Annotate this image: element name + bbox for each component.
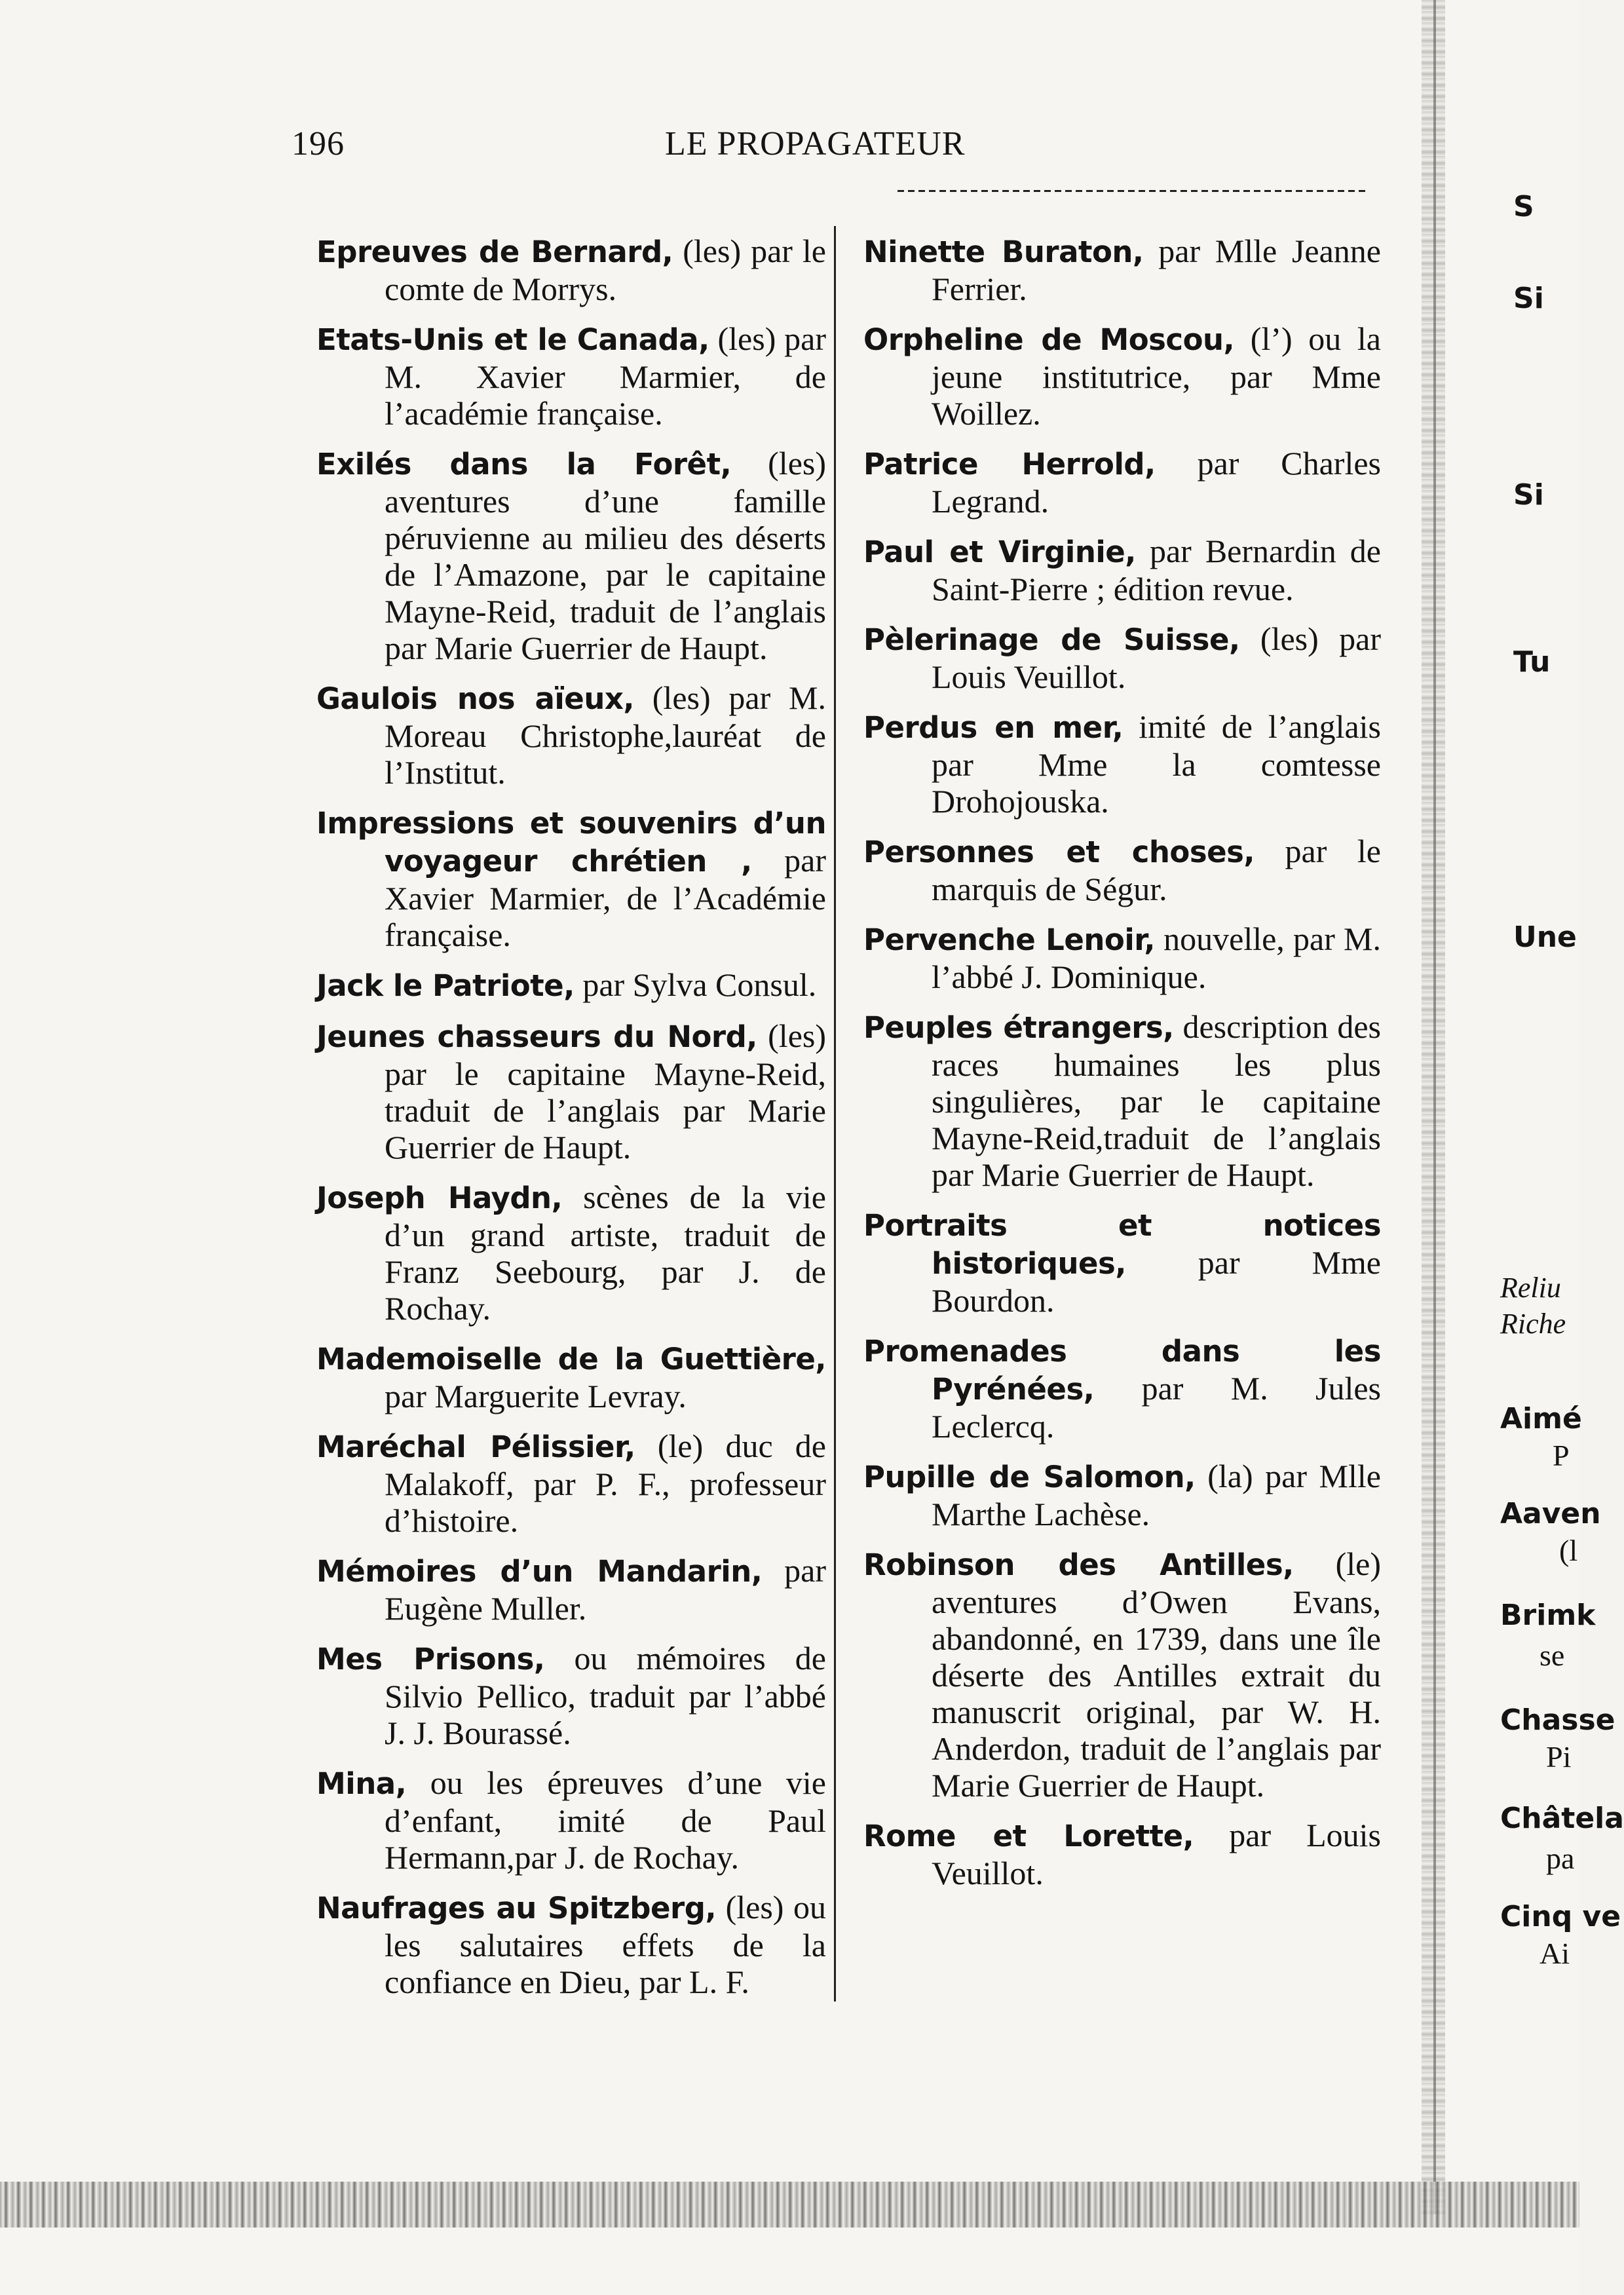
entry-description: par Mlle Jeanne Ferrier. (932, 233, 1381, 307)
margin-fragment: Riche (1500, 1308, 1566, 1340)
margin-fragment: Aimé (1500, 1402, 1582, 1435)
entry-description: par Sylva Consul. (574, 966, 817, 1003)
catalog-entry (316, 445, 826, 666)
catalog-entry (316, 1428, 826, 1539)
catalog-entry (863, 620, 1381, 695)
catalog-entry (316, 1179, 826, 1327)
entry-title: Pupille de Salomon, (863, 1460, 1196, 1494)
catalog-entry (863, 533, 1381, 607)
entry-title: Epreuves de Bernard, (316, 235, 673, 269)
entry-title: Mémoires d’un Mandarin, (316, 1554, 763, 1589)
entry-title: Robinson des Antilles, (863, 1547, 1294, 1582)
entry-title: Impressions et souvenirs d’un voyageur chrétien , (316, 806, 826, 879)
entry-title: Ninette Buraton, (863, 235, 1144, 269)
entry-title: Perdus en mer, (863, 710, 1124, 745)
entry-title: Etats-Unis et le Canada, (316, 322, 709, 357)
catalog-entry (863, 1206, 1381, 1319)
entry-description: (l’) ou la jeune institutrice, par Mme Woillez. (932, 320, 1381, 432)
margin-fragment: Aaven (1500, 1497, 1601, 1530)
margin-fragment: Cinq ve (1500, 1900, 1621, 1933)
catalog-entry (863, 320, 1381, 432)
entry-title: Peuples étrangers, (863, 1010, 1174, 1045)
margin-fragment: S (1513, 190, 1534, 223)
margin-fragment: Brimk (1500, 1599, 1596, 1632)
page-bottom-edge (0, 2182, 1579, 2228)
catalog-entry (863, 1008, 1381, 1193)
entry-description: (les) par M. Moreau Christophe,lauréat de l’Institut. (385, 679, 826, 791)
catalog-entry (863, 920, 1381, 995)
entry-description: (le) duc de Malakoff, par P. F., professeur d’histoire. (385, 1428, 826, 1539)
entry-title: Paul et Virginie, (863, 535, 1136, 569)
right-column (863, 233, 1381, 1905)
entry-description: par Charles Legrand. (932, 445, 1381, 520)
catalog-entry (316, 966, 826, 1004)
catalog-entry (316, 1764, 826, 1876)
margin-fragment: Si (1513, 282, 1544, 315)
catalog-entry (316, 804, 826, 953)
margin-fragment: Pi (1546, 1740, 1572, 1773)
entry-description: par Marguerite Levray. (385, 1378, 687, 1414)
entry-description: par Bernardin de Saint-Pierre ; édition revue. (932, 533, 1381, 607)
entry-description: par M. Jules Leclercq. (932, 1370, 1381, 1445)
entry-title: Maréchal Pélissier, (316, 1430, 635, 1464)
entry-title: Jeunes chasseurs du Nord, (316, 1019, 757, 1054)
margin-fragment: se (1539, 1639, 1565, 1672)
catalog-entry (316, 1889, 826, 2000)
entry-description: (les) ou les salutaires effets de la confiance en Dieu, par L. F. (385, 1889, 826, 2000)
entry-title: Patrice Herrold, (863, 447, 1156, 482)
catalog-entry (316, 1552, 826, 1627)
catalog-entry (863, 233, 1381, 307)
page-header (292, 124, 1405, 170)
entry-title: Joseph Haydn, (316, 1181, 563, 1215)
entry-description: scènes de la vie d’un grand artiste, traduit de Franz Seebourg, par J. de Rochay. (385, 1179, 826, 1327)
entry-title: Naufrages au Spitzberg, (316, 1891, 717, 1925)
header-rule (897, 190, 1369, 192)
margin-fragment: Si (1513, 478, 1544, 512)
entry-description: (les) par le comte de Morrys. (385, 233, 826, 307)
entry-title: Personnes et choses, (863, 835, 1255, 869)
catalog-entry (316, 1640, 826, 1751)
entry-title: Portraits et notices historiques, (863, 1208, 1381, 1281)
catalog-entry (316, 1340, 826, 1414)
entry-title: Mina, (316, 1766, 407, 1801)
entry-description: par Louis Veuillot. (932, 1817, 1382, 1891)
entry-description: nouvelle, par M. l’abbé J. Dominique. (932, 920, 1382, 995)
catalog-entry (863, 1546, 1381, 1804)
entry-description: (les) par le capitaine Mayne-Reid, traduit de l’anglais par Marie Guerrier de Haupt. (385, 1017, 826, 1166)
entry-description: ou mémoires de Silvio Pellico, traduit par l’abbé J. J. Bourassé. (385, 1640, 826, 1751)
entry-description: (les) aventures d’une famille péruvienne au milieu des déserts de l’Amazone, par le capitaine Mayne-Reid, traduit de l’anglais par Marie Guerrier de Haupt. (385, 445, 827, 666)
margin-fragment: pa (1546, 1842, 1575, 1875)
margin-fragment: Ai (1539, 1937, 1570, 1970)
margin-fragment: (l (1559, 1534, 1578, 1567)
catalog-entry (863, 1332, 1381, 1445)
catalog-entry (863, 1817, 1381, 1891)
column-divider (834, 226, 836, 2001)
catalog-entry (316, 1017, 826, 1166)
entry-title: Promenades dans les Pyrénées, (863, 1334, 1381, 1407)
entry-description: par Mme Bourdon. (932, 1244, 1381, 1319)
page-number: 196 (292, 125, 345, 162)
entry-description: par Xavier Marmier, de l’Académie française. (385, 842, 826, 953)
entry-title: Rome et Lorette, (863, 1819, 1194, 1853)
entry-description: imité de l’anglais par Mme la comtesse Drohojouska. (932, 708, 1381, 820)
catalog-entry (863, 445, 1381, 520)
adjacent-page-fragments (1500, 0, 1624, 2162)
catalog-entry (863, 708, 1381, 820)
entry-title: Mademoiselle de la Guettière, (316, 1342, 826, 1376)
margin-fragment: Chasse (1500, 1703, 1615, 1737)
entry-description: (le) aventures d’Owen Evans, abandonné, en 1739, dans une île déserte des Antilles extrait du manuscrit original, par W. H. Anderdon, traduit de l’anglais par Marie Guerrier de Haupt. (932, 1546, 1381, 1804)
entry-description: (la) par Mlle Marthe Lachèse. (932, 1458, 1381, 1532)
margin-fragment: Une (1513, 920, 1577, 954)
catalog-entry (316, 320, 826, 432)
catalog-entry (316, 679, 826, 791)
catalog-entry (863, 1458, 1381, 1532)
catalog-entry (316, 233, 826, 307)
left-column (316, 233, 826, 2013)
entry-title: Pervenche Lenoir, (863, 922, 1155, 957)
margin-fragment: Châtela (1500, 1802, 1624, 1835)
entry-title: Gaulois nos aïeux, (316, 681, 634, 716)
margin-fragment: P (1553, 1439, 1570, 1472)
margin-fragment: Tu (1513, 645, 1551, 679)
entry-description: (les) par Louis Veuillot. (932, 620, 1381, 695)
catalog-entry (863, 833, 1381, 907)
entry-description: description des races humaines les plus singulières, par le capitaine Mayne-Reid,traduit de l’anglais par Marie Guerrier de Haupt. (932, 1008, 1381, 1193)
entry-description: par le marquis de Ségur. (932, 833, 1381, 907)
entry-title: Orpheline de Moscou, (863, 322, 1235, 357)
entry-title: Exilés dans la Forêt, (316, 447, 732, 482)
entry-title: Jack le Patriote, (316, 968, 575, 1003)
entry-description: (les) par M. Xavier Marmier, de l’académie française. (385, 320, 826, 432)
entry-title: Mes Prisons, (316, 1642, 545, 1677)
margin-fragment: Reliu (1500, 1272, 1561, 1304)
entry-title: Pèlerinage de Suisse, (863, 622, 1240, 657)
entry-description: ou les épreuves d’une vie d’enfant, imité de Paul Hermann,par J. de Rochay. (385, 1764, 826, 1876)
running-title: LE PROPAGATEUR (665, 125, 966, 162)
gutter-line (1433, 0, 1436, 2214)
entry-description: par Eugène Muller. (385, 1552, 827, 1627)
